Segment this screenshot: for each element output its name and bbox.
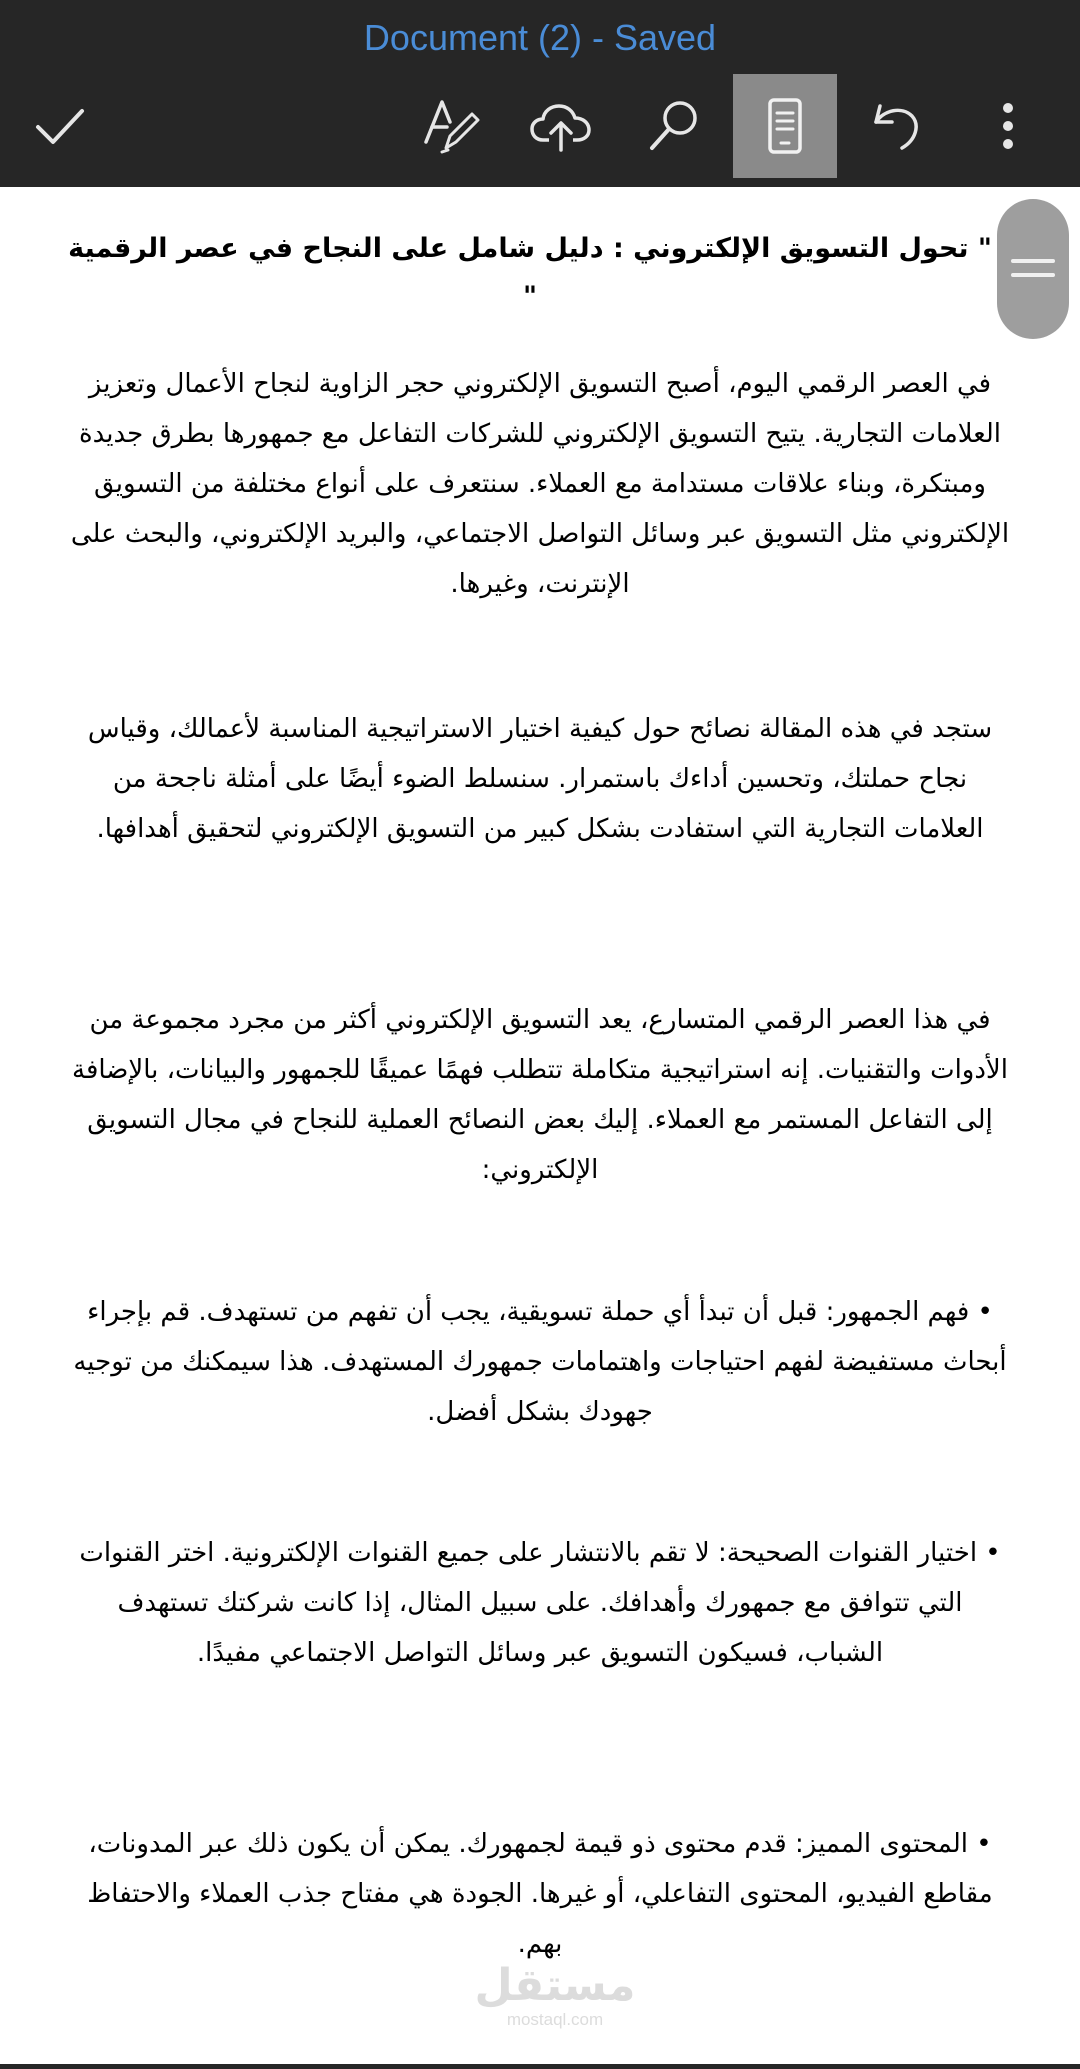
watermark-url: mostaql.com <box>506 2010 604 2029</box>
bottom-bar <box>0 2064 1080 2069</box>
checkmark-icon <box>30 96 90 156</box>
paragraph-digital-era: في هذا العصر الرقمي المتسارع، يعد التسويق الإلكتروني أكثر من مجرد مجموعة من الأدوات والتقنيات. إنه استراتيجية متكاملة تتطلب فهمًا عميقًا للجمهور والبيانات، بالإضافة إلى التفاعل المستمر مع العملاء. إليك بعض النصائح العملية للنجاح في مجال التسويق الإلكتروني: <box>72 1005 1008 1185</box>
paragraph-article-tips: ستجد في هذه المقالة نصائح حول كيفية اختيار الاستراتيجية المناسبة لأعمالك، وقياس نجاح حملتك، وتحسين أداءك باستمرار. سنسلط الضوء أيضًا على أمثلة ناجحة من العلامات التجارية التي استفادت بشكل كبير من التسويق الإلكتروني لتحقيق أهدافها. <box>87 714 993 844</box>
save-to-cloud-button[interactable] <box>509 74 613 178</box>
done-button[interactable] <box>8 74 112 178</box>
undo-icon <box>866 96 926 156</box>
more-vertical-icon <box>993 96 1023 156</box>
mobile-view-icon <box>760 96 810 156</box>
bullet-understand-audience: • فهم الجمهور: قبل أن تبدأ أي حملة تسويقية، يجب أن تفهم من تستهدف. قم بإجراء أبحاث مستفيضة لفهم احتياجات واهتمامات جمهورك المستهدف. هذا سيمكنك من توجيه جهودك بشكل أفضل. <box>73 1297 1007 1427</box>
document-title: Document (2) - Saved <box>363 17 717 58</box>
grip-line <box>1011 273 1055 277</box>
watermark <box>470 1962 640 2030</box>
watermark-logo: مستقل <box>474 1960 636 2011</box>
more-options-button[interactable] <box>956 74 1060 178</box>
find-button[interactable] <box>622 74 726 178</box>
app-toolbar <box>0 0 1080 187</box>
document-heading: " تحول التسويق الإلكتروني : دليل شامل على النجاح في عصر الرقمية " <box>68 233 992 312</box>
pen-text-format-icon <box>420 94 484 158</box>
mobile-view-button[interactable] <box>733 74 837 178</box>
scrollbar-thumb[interactable] <box>997 199 1069 339</box>
format-text-button[interactable] <box>400 74 504 178</box>
bullet-quality-content: • المحتوى المميز: قدم محتوى ذو قيمة لجمهورك. يمكن أن يكون ذلك عبر المدونات، مقاطع الفيديو، المحتوى التفاعلي، أو غيرها. الجودة هي مفتاح جذب العملاء والاحتفاظ بهم. <box>87 1829 993 1959</box>
bullet-choose-channels: • اختيار القنوات الصحيحة: لا تقم بالانتشار على جميع القنوات الإلكترونية. اختر القنوات التي تتوافق مع جمهورك وأهدافك. على سبيل المثال، إذا كانت شركتك تستهدف الشباب، فسيكون التسويق عبر وسائل التواصل الاجتماعي مفيدًا. <box>79 1538 1001 1668</box>
cloud-upload-icon <box>529 94 593 158</box>
search-icon <box>644 96 704 156</box>
grip-line <box>1011 259 1055 263</box>
paragraph-intro: في العصر الرقمي اليوم، أصبح التسويق الإلكتروني حجر الزاوية لنجاح الأعمال وتعزيز العلامات التجارية. يتيح التسويق الإلكتروني للشركات التفاعل مع جمهورها بطرق جديدة ومبتكرة، وبناء علاقات مستدامة مع العملاء. سنتعرف على أنواع مختلفة من التسويق الإلكتروني مثل التسويق عبر وسائل التواصل الاجتماعي، والبريد الإلكتروني، والبحث على الإنترنت، وغيرها. <box>70 369 1010 599</box>
document-canvas[interactable] <box>0 187 1080 2069</box>
undo-button[interactable] <box>844 74 948 178</box>
